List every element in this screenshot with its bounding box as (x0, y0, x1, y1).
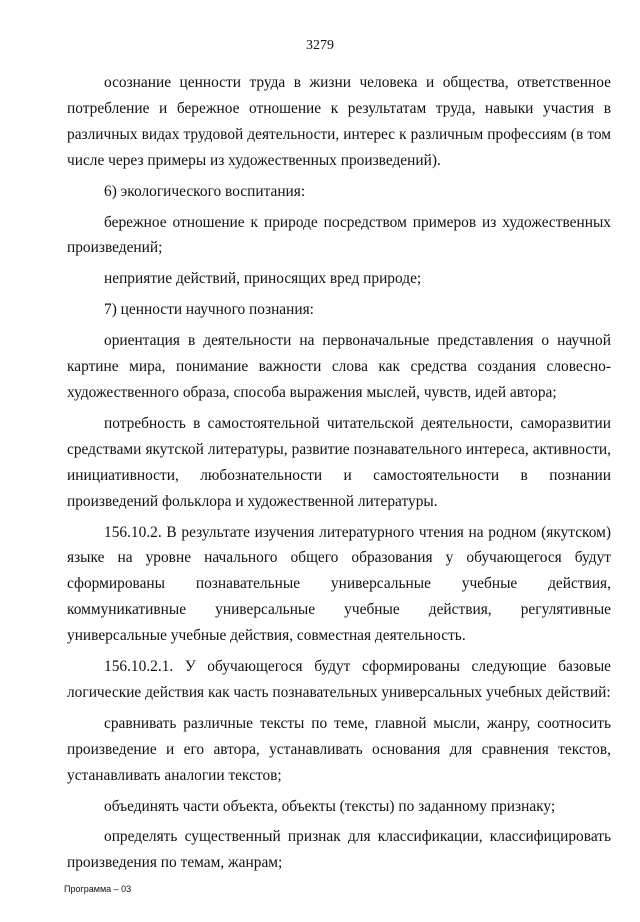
heading-ecological-education: 6) экологического воспитания: (104, 182, 306, 200)
paragraph-labor-values: осознание ценности труда в жизни человека и общества, ответственное потребление и бережное отношение к результатам труда, навыки участия в различных видах трудовой деятельности, интерес к различным профессиям (в том числе через примеры из художественных произведений). (67, 74, 611, 169)
page-number: 3279 (306, 38, 334, 53)
document-body (67, 70, 611, 876)
paragraph-world-view: ориентация в деятельности на первоначальные представления о научной картине мира, понимание важности слова как средства создания словесно-художественного образа, способа выражения мыслей, чувств, идей автора; (67, 332, 611, 401)
heading-scientific-knowledge: 7) ценности научного познания: (104, 301, 314, 319)
paragraph-harm-rejection: неприятие действий, приносящих вред природе; (104, 270, 422, 288)
paragraph-156-10-2-1: 156.10.2.1. У обучающегося будут сформированы следующие базовые логические действия как часть познавательных универсальных учебных действий: (67, 658, 611, 701)
footer-label: Программа – 03 (64, 884, 132, 894)
paragraph-156-10-2: 156.10.2. В результате изучения литературного чтения на родном (якутском) языке на уровне начального общего образования у обучающегося будут сформированы познавательные универсальные учебные действия, коммуникативные универсальные учебные действия, регулятивные универсальные учебные действия, совместная деятельность. (67, 523, 611, 645)
paragraph-reading-need: потребность в самостоятельной читательской деятельности, саморазвитии средствами якутской литературы, развитие познавательного интереса, активности, инициативности, любознательности и самостоятельности в познании произведений фольклора и художественной литературы. (67, 414, 611, 510)
list-item-compare-texts: сравнивать различные тексты по теме, главной мысли, жанру, соотносить произведение и его автора, устанавливать основания для сравнения текстов, устанавливать аналогии текстов; (67, 714, 611, 784)
list-item-combine-parts: объединять части объекта, объекты (тексты) по заданному признаку; (104, 797, 556, 815)
paragraph-nature-respect: бережное отношение к природе посредством примеров из художественных произведений; (67, 213, 611, 257)
list-item-classify: определять существенный признак для классификации, классифицировать произведения по темам, жанрам; (67, 828, 611, 872)
